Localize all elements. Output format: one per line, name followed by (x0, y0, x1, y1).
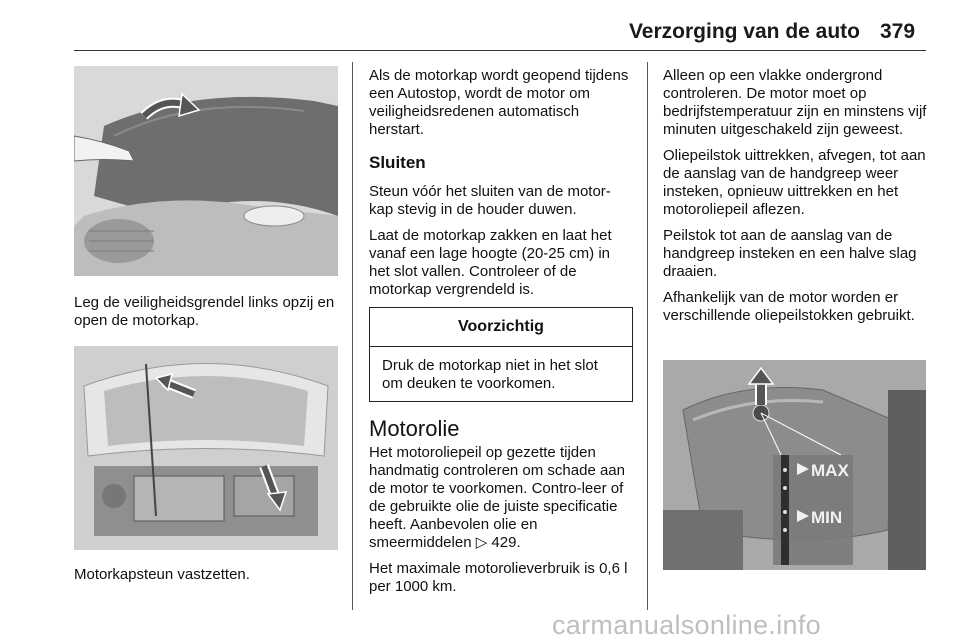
dipstick-illustration (663, 360, 926, 570)
hood-support-illustration (74, 346, 338, 550)
dipstick-max-label: MAX (811, 461, 849, 480)
column-1-caption-1 (74, 294, 344, 338)
column-divider-1 (352, 62, 353, 610)
caution-title: Voorzichtig (370, 308, 632, 347)
caption-hood-support: Motorkapsteun vastzetten. (74, 566, 250, 583)
caution-box (369, 307, 633, 402)
column-2 (369, 67, 633, 604)
engine-oil-paragraph-2: Het maximale motorolieverbruik is 0,6 l per 1000 km. (369, 560, 628, 595)
dipstick-variants-paragraph: Afhankelijk van de motor worden er verschillende oliepeilstokken gebruikt. (663, 289, 915, 324)
closing-paragraph-2: Laat de motorkap zakken en laat het vanaf een lage hoogte (20-25 cm) in het slot vallen. Controleer of de motorkap vergrendeld is. (369, 227, 612, 298)
hood-opening-illustration (74, 66, 338, 276)
watermark: carmanualsonline.info (552, 610, 821, 640)
engine-oil-text: Het motoroliepeil op gezette tijden handmatig controleren om schade aan de motor te voorkomen. Contro-leer of de gebruikte olie de juiste specificatie heeft. Aanbevolen olie en smeermiddelen (369, 444, 625, 551)
closing-paragraph-1: Steun vóór het sluiten van de motor-kap stevig in de houder duwen. (369, 183, 611, 218)
engine-oil-text-end: . (516, 534, 521, 551)
autostop-paragraph: Als de motorkap wordt geopend tijdens een Autostop, wordt de motor om veiligheidsredenen automatisch herstart. (369, 67, 629, 138)
page-number: 379 (880, 20, 916, 43)
dipstick-min-label: MIN (811, 508, 843, 527)
engine-oil-paragraph-1 (369, 444, 633, 552)
page-reference-icon: ▷ (475, 534, 492, 551)
dipstick-insert-paragraph: Peilstok tot aan de aanslag van de handgreep insteken en een halve slag draaien. (663, 227, 917, 280)
column-3 (663, 67, 928, 333)
running-header-title: Verzorging van de auto (628, 20, 860, 43)
check-conditions-paragraph: Alleen op een vlakke ondergrond controleren. De motor moet op bedrijfstemperatuur zijn en minstens vijf minuten uitgeschakeld zijn geweest. (663, 67, 927, 138)
column-1-caption-2 (74, 566, 344, 592)
closing-heading: Sluiten (369, 153, 426, 172)
column-divider-2 (647, 62, 648, 610)
header-rule (74, 50, 926, 51)
caption-release-latch: Leg de veiligheidsgrendel links opzij en open de motorkap. (74, 294, 335, 329)
page-reference-link[interactable]: 429 (491, 534, 517, 551)
caution-text: Druk de motorkap niet in het slot om deuken te voorkomen. (382, 357, 598, 392)
dipstick-read-paragraph: Oliepeilstok uittrekken, afvegen, tot aan de aanslag van de handgreep weer insteken, opnieuw uittrekken en het motoroliepeil aflezen. (663, 147, 926, 218)
engine-oil-heading: Motorolie (369, 416, 460, 441)
